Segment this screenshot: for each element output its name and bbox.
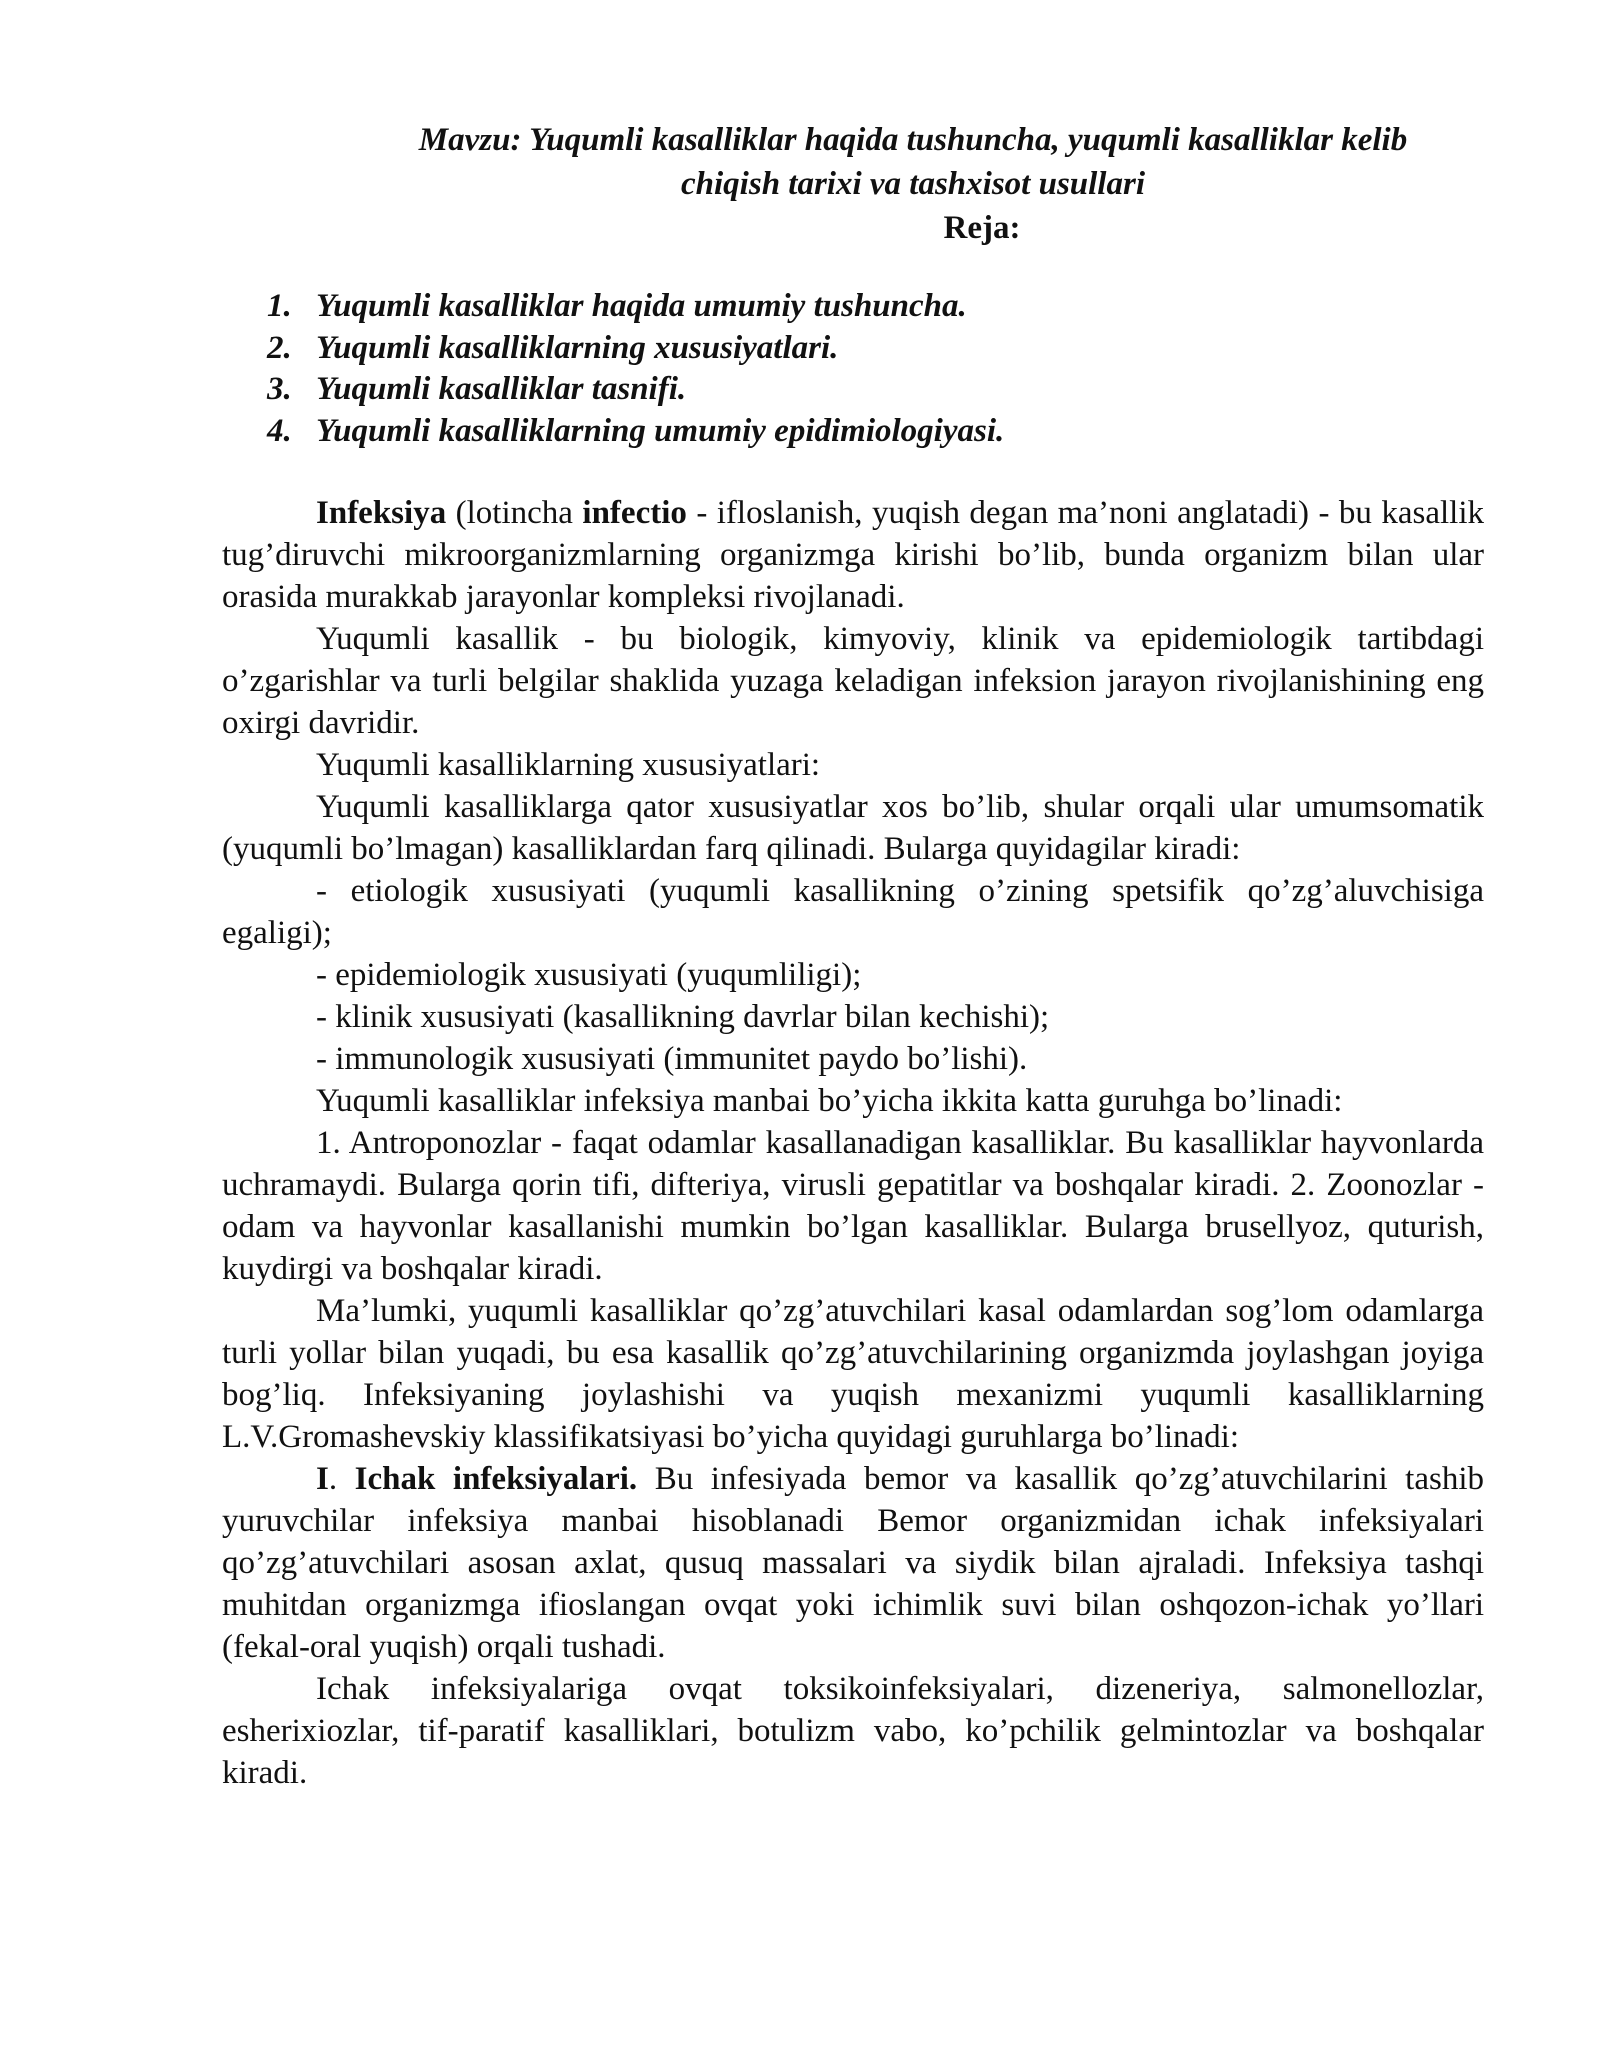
paragraph: - klinik xususiyati (kasallikning davrlar bilan kechishi); xyxy=(316,999,1050,1035)
document-page xyxy=(222,118,1484,1794)
plan-item xyxy=(222,286,1484,328)
paragraph: Yuqumli kasalliklarning xususiyatlari: xyxy=(316,747,821,783)
paragraph: Yuqumli kasalliklarga qator xususiyatlar xos bo’lib, shular orqali ular umumsomatik (yuqumli bo’lmagan) kasalliklardan farq qilinadi. Bularga quyidagilar kiradi: xyxy=(222,789,1484,867)
plan-item-number: 2. xyxy=(267,329,292,366)
paragraph-text: - ifloslanish, yuqish degan ma’noni anglatadi) - bu kasallik tug’diruvchi mikroorganizmlarning organizmga kirishi bo’lib, bunda organizm bilan ular orasida murakkab jarayonlar kompleksi rivojlanadi. xyxy=(222,495,1485,615)
plan-item-text: Yuqumli kasalliklar tasnifi. xyxy=(316,371,687,407)
title-line-1: Mavzu: Yuqumli kasalliklar haqida tushuncha, yuqumli kasalliklar kelib xyxy=(418,122,1408,158)
plan-item-number: 4. xyxy=(267,412,292,449)
paragraph: Ichak infeksiyalariga ovqat toksikoinfeksiyalari, dizeneriya, salmonellozlar, esherixiozlar, tif-paratif kasalliklari, botulizm vabo, ko’pchilik gelmintozlar va boshqalar kiradi. xyxy=(222,1671,1484,1791)
section-number: I xyxy=(316,1461,329,1497)
document-title xyxy=(222,118,1484,206)
paragraph: - immunologik xususiyati (immunitet paydo bo’lishi). xyxy=(316,1041,1028,1077)
paragraph-ichak xyxy=(222,1458,1484,1668)
paragraph-text: Bu infesiyada bemor va kasallik qo’zg’atuvchilarini tashib yuruvchilar infeksiya manbai hisoblanadi Bemor organizmidan ichak infeksiyalari qo’zg’atuvchilari asosan axlat, qusuq massalari va siydik bilan ajraladi. Infeksiya tashqi muhitdan organizmga ifioslangan ovqat yoki ichimlik suvi bilan oshqozon-ichak yo’llari (fekal-oral yuqish) orqali tushadi. xyxy=(222,1461,1485,1665)
paragraph: Yuqumli kasallik - bu biologik, kimyoviy, klinik va epidemiologik tartibdagi o’zgarishlar va turli belgilar shaklida yuzaga keladigan infeksion jarayon rivojlanishining eng oxirgi davridir. xyxy=(222,621,1484,741)
paragraph: Yuqumli kasalliklar infeksiya manbai bo’yicha ikkita katta guruhga bo’linadi: xyxy=(316,1083,1343,1119)
plan-item-text: Yuqumli kasalliklar haqida umumiy tushuncha. xyxy=(316,288,967,324)
term-infeksiya: Infeksiya xyxy=(316,495,447,531)
plan-list xyxy=(222,286,1484,452)
plan-heading: Reja: xyxy=(943,210,1021,246)
plan-item xyxy=(222,369,1484,411)
plan-item xyxy=(222,328,1484,370)
document-body xyxy=(222,492,1484,1794)
term-infectio: infectio xyxy=(582,495,687,531)
plan-item-number: 3. xyxy=(267,371,292,407)
section-heading: Ichak infeksiyalari. xyxy=(354,1461,638,1497)
paragraph-text: (lotincha xyxy=(446,495,583,531)
paragraph: 1. Antroponozlar - faqat odamlar kasallanadigan kasalliklar. Bu kasalliklar hayvonlarda uchramaydi. Bularga qorin tifi, difteriya, virusli gepatitlar va boshqalar kiradi. 2. Zoonozlar - odam va hayvonlar kasallanishi mumkin bo’lgan kasalliklar. Bularga brusellyoz, quturish, kuydirgi va boshqalar kiradi. xyxy=(222,1125,1484,1287)
paragraph: - epidemiologik xususiyati (yuqumliligi); xyxy=(316,957,862,993)
paragraph: - etiologik xususiyati (yuqumli kasallikning o’zining spetsifik qo’zg’aluvchisiga egaligi); xyxy=(222,873,1484,951)
plan-item-text: Yuqumli kasalliklarning umumiy epidimiologiyasi. xyxy=(316,412,1005,449)
plan-item xyxy=(222,411,1484,453)
plan-item-number: 1. xyxy=(267,288,292,324)
plan-item-text: Yuqumli kasalliklarning xususiyatlari. xyxy=(316,329,839,366)
paragraph: Ma’lumki, yuqumli kasalliklar qo’zg’atuvchilari kasal odamlardan sog’lom odamlarga turli yollar bilan yuqadi, bu esa kasallik qo’zg’atuvchilarining organizmda joylashgan joyiga bog’liq. Infeksiyaning joylashishi va yuqish mexanizmi yuqumli kasalliklarning L.V.Gromashevskiy klassifikatsiyasi bo’yicha quyidagi guruhlarga bo’linadi: xyxy=(222,1293,1484,1455)
title-line-2: chiqish tarixi va tashxisot usullari xyxy=(681,166,1145,202)
paragraph-text: . xyxy=(328,1461,355,1497)
paragraph-infeksiya xyxy=(222,492,1484,618)
